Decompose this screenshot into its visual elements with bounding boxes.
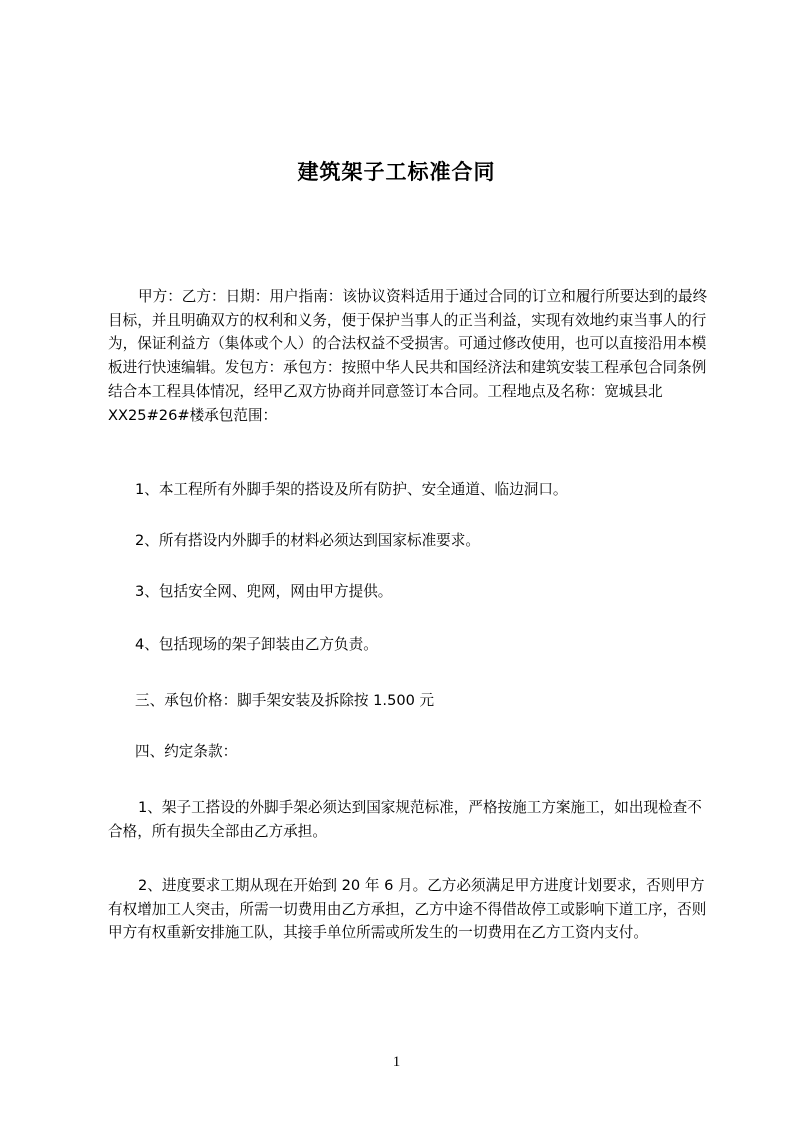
- term-2-paragraph: 2、进度要求工期从现在开始到 20 年 6 月。乙方必须满足甲方进度计划要求，否则甲方有权增加工人突击，所需一切费用由乙方承担，乙方中途不得借故停工或影响下道工序，否则甲方有权重新安排施工队，其接手单位所需或所发生的一切费用在乙方工资内支付。: [108, 877, 707, 942]
- page-title: 建筑架子工标准合同: [297, 160, 496, 185]
- scope-item-2: 2、所有搭设内外脚手的材料必须达到国家标准要求。: [135, 532, 480, 549]
- scope-item-1: 1、本工程所有外脚手架的搭设及所有防护、安全通道、临边洞口。: [135, 481, 568, 498]
- scope-item-4: 4、包括现场的架子卸装由乙方负责。: [135, 636, 378, 653]
- terms-heading: 四、约定条款：: [135, 743, 238, 760]
- price-heading: 三、承包价格：脚手架安装及拆除按 1.500 元: [135, 692, 435, 709]
- page-number: 1: [392, 1054, 401, 1070]
- intro-paragraph: 甲方：乙方：日期：用户指南：该协议资料适用于通过合同的订立和履行所要达到的最终目标，并且明确双方的权利和义务，便于保护当事人的正当利益，实现有效地约束当事人的行为，保证利益方（集体或个人）的合法权益不受损害。可通过修改使用，也可以直接沿用本模板进行快速编辑。发包方：承包方：按照中华人民共和国经济法和建筑安装工程承包合同条例结合本工程具体情况，经甲乙双方协商并同意签订本合同。工程地点及名称：宽城县北 XX25#26#楼承包范围：: [108, 288, 708, 424]
- term-1-paragraph: 1、架子工搭设的外脚手架必须达到国家规范标准，严格按施工方案施工，如出现检查不合格，所有损失全部由乙方承担。: [108, 799, 702, 840]
- scope-item-3: 3、包括安全网、兜网，网由甲方提供。: [135, 583, 393, 600]
